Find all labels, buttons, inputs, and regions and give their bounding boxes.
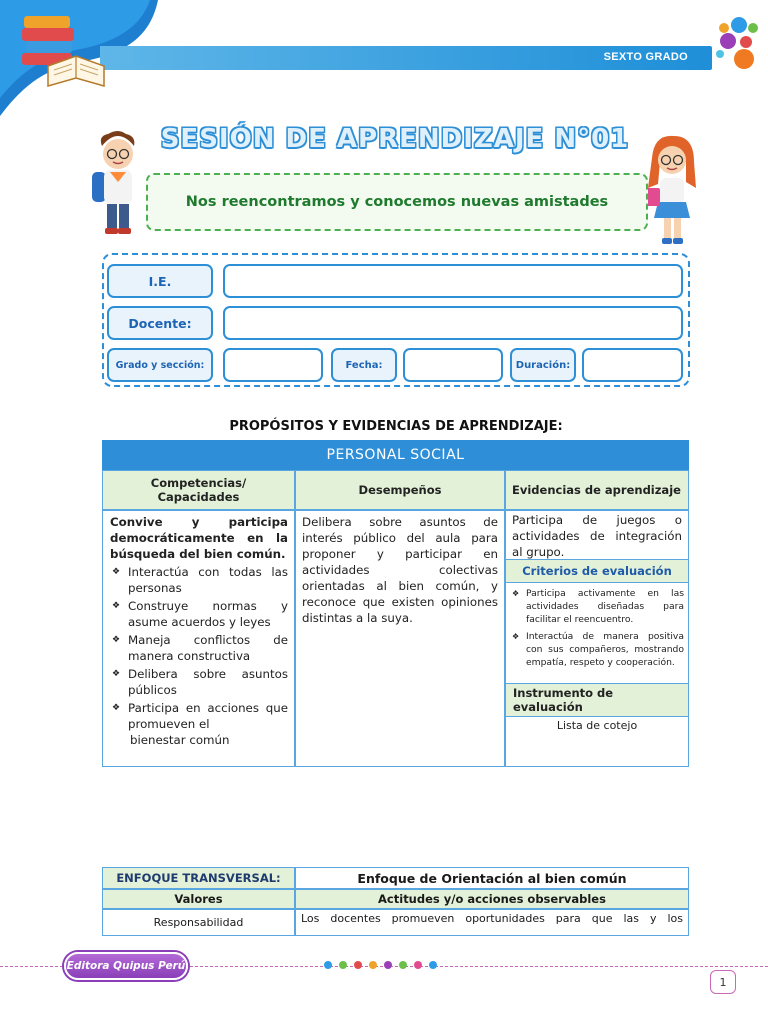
desempenos-header-text: Desempeños xyxy=(358,483,442,497)
enfoque-value: Enfoque de Orientación al bien común xyxy=(295,867,689,889)
books-icon xyxy=(18,10,108,90)
girl-character-illustration xyxy=(640,132,704,250)
capacidad-item: ❖ Delibera sobre asuntos públicos xyxy=(110,666,288,698)
competencias-column-header xyxy=(102,470,295,510)
evidencias-header-text: Evidencias de aprendizaje xyxy=(512,483,681,497)
fecha-label: Fecha: xyxy=(331,348,397,382)
evidencia-text: Participa de juegos o actividades de integración al grupo. xyxy=(512,513,682,559)
evidencias-cell xyxy=(505,510,689,767)
criterio-item: ❖ Participa activamente en las actividades diseñadas para facilitar el reencuentro. xyxy=(510,587,684,626)
valores-header: Valores xyxy=(102,889,295,909)
ie-field[interactable] xyxy=(223,264,683,298)
page-number: 1 xyxy=(710,970,736,994)
criterios-header: Criterios de evaluación xyxy=(506,559,688,583)
capacidad-item: ❖ Interactúa con todas las personas xyxy=(110,564,288,596)
decorative-dots-icon xyxy=(712,14,762,70)
purposes-heading: PROPÓSITOS Y EVIDENCIAS DE APRENDIZAJE: xyxy=(229,419,563,434)
session-subtitle-box xyxy=(146,173,648,231)
area-header: PERSONAL SOCIAL xyxy=(102,440,689,470)
capacidad-item: ❖ Participa en acciones que promueven el xyxy=(110,700,288,732)
enfoque-label: ENFOQUE TRANSVERSAL: xyxy=(102,867,295,889)
grade-label: SEXTO GRADO xyxy=(603,51,688,63)
ie-label: I.E. xyxy=(107,264,213,298)
session-title: SESIÓN DE APRENDIZAJE N°01 xyxy=(160,124,630,154)
capacidad-item: ❖ Maneja conflictos de manera constructiva xyxy=(110,632,288,664)
grado-seccion-label: Grado y sección: xyxy=(107,348,213,382)
competencias-cell xyxy=(102,510,295,767)
instrumento-header-cell xyxy=(506,683,688,717)
fecha-field[interactable] xyxy=(403,348,503,382)
capacidad-tail: bienestar común xyxy=(130,733,230,747)
docente-field[interactable] xyxy=(223,306,683,340)
actitud-cell xyxy=(295,909,689,936)
publisher-logo: Editora Quipus Perú xyxy=(64,952,188,980)
evidencias-column-header xyxy=(505,470,689,510)
instrumento-header: Instrumento de evaluación xyxy=(513,686,614,714)
session-subtitle: Nos reencontramos y conocemos nuevas amistades xyxy=(185,194,609,210)
docente-label: Docente: xyxy=(107,306,213,340)
capacidades-list xyxy=(110,564,288,732)
actitudes-header: Actitudes y/o acciones observables xyxy=(295,889,689,909)
criterios-list xyxy=(510,587,684,673)
capacidad-item: ❖ Construye normas y asume acuerdos y leyes xyxy=(110,598,288,630)
duracion-label: Duración: xyxy=(510,348,576,382)
instrumento-value: Lista de cotejo xyxy=(556,719,638,732)
actitud-text: Los docentes promueven oportunidades para que las y los xyxy=(301,912,683,925)
competencia-title: Convive y participa democráticamente en la búsqueda del bien común. xyxy=(110,515,288,561)
desempenos-cell xyxy=(295,510,505,767)
duracion-field[interactable] xyxy=(582,348,683,382)
boy-character-illustration xyxy=(88,128,148,248)
desempenos-column-header xyxy=(295,470,505,510)
desempeno-text: Delibera sobre asuntos de interés público del aula para proponer y participar en actividades colectivas orientadas al bien común, y reconoce que existen opiniones distintas a la suya. xyxy=(302,515,498,625)
competencias-header-text: Competencias/ Capacidades xyxy=(150,476,247,504)
criterio-item: ❖ Interactúa de manera positiva con sus compañeros, mostrando empatía, respeto y cooperación. xyxy=(510,630,684,669)
grado-seccion-field[interactable] xyxy=(223,348,323,382)
valor-cell: Responsabilidad xyxy=(102,909,295,936)
footer-decoration-icon xyxy=(322,956,446,976)
